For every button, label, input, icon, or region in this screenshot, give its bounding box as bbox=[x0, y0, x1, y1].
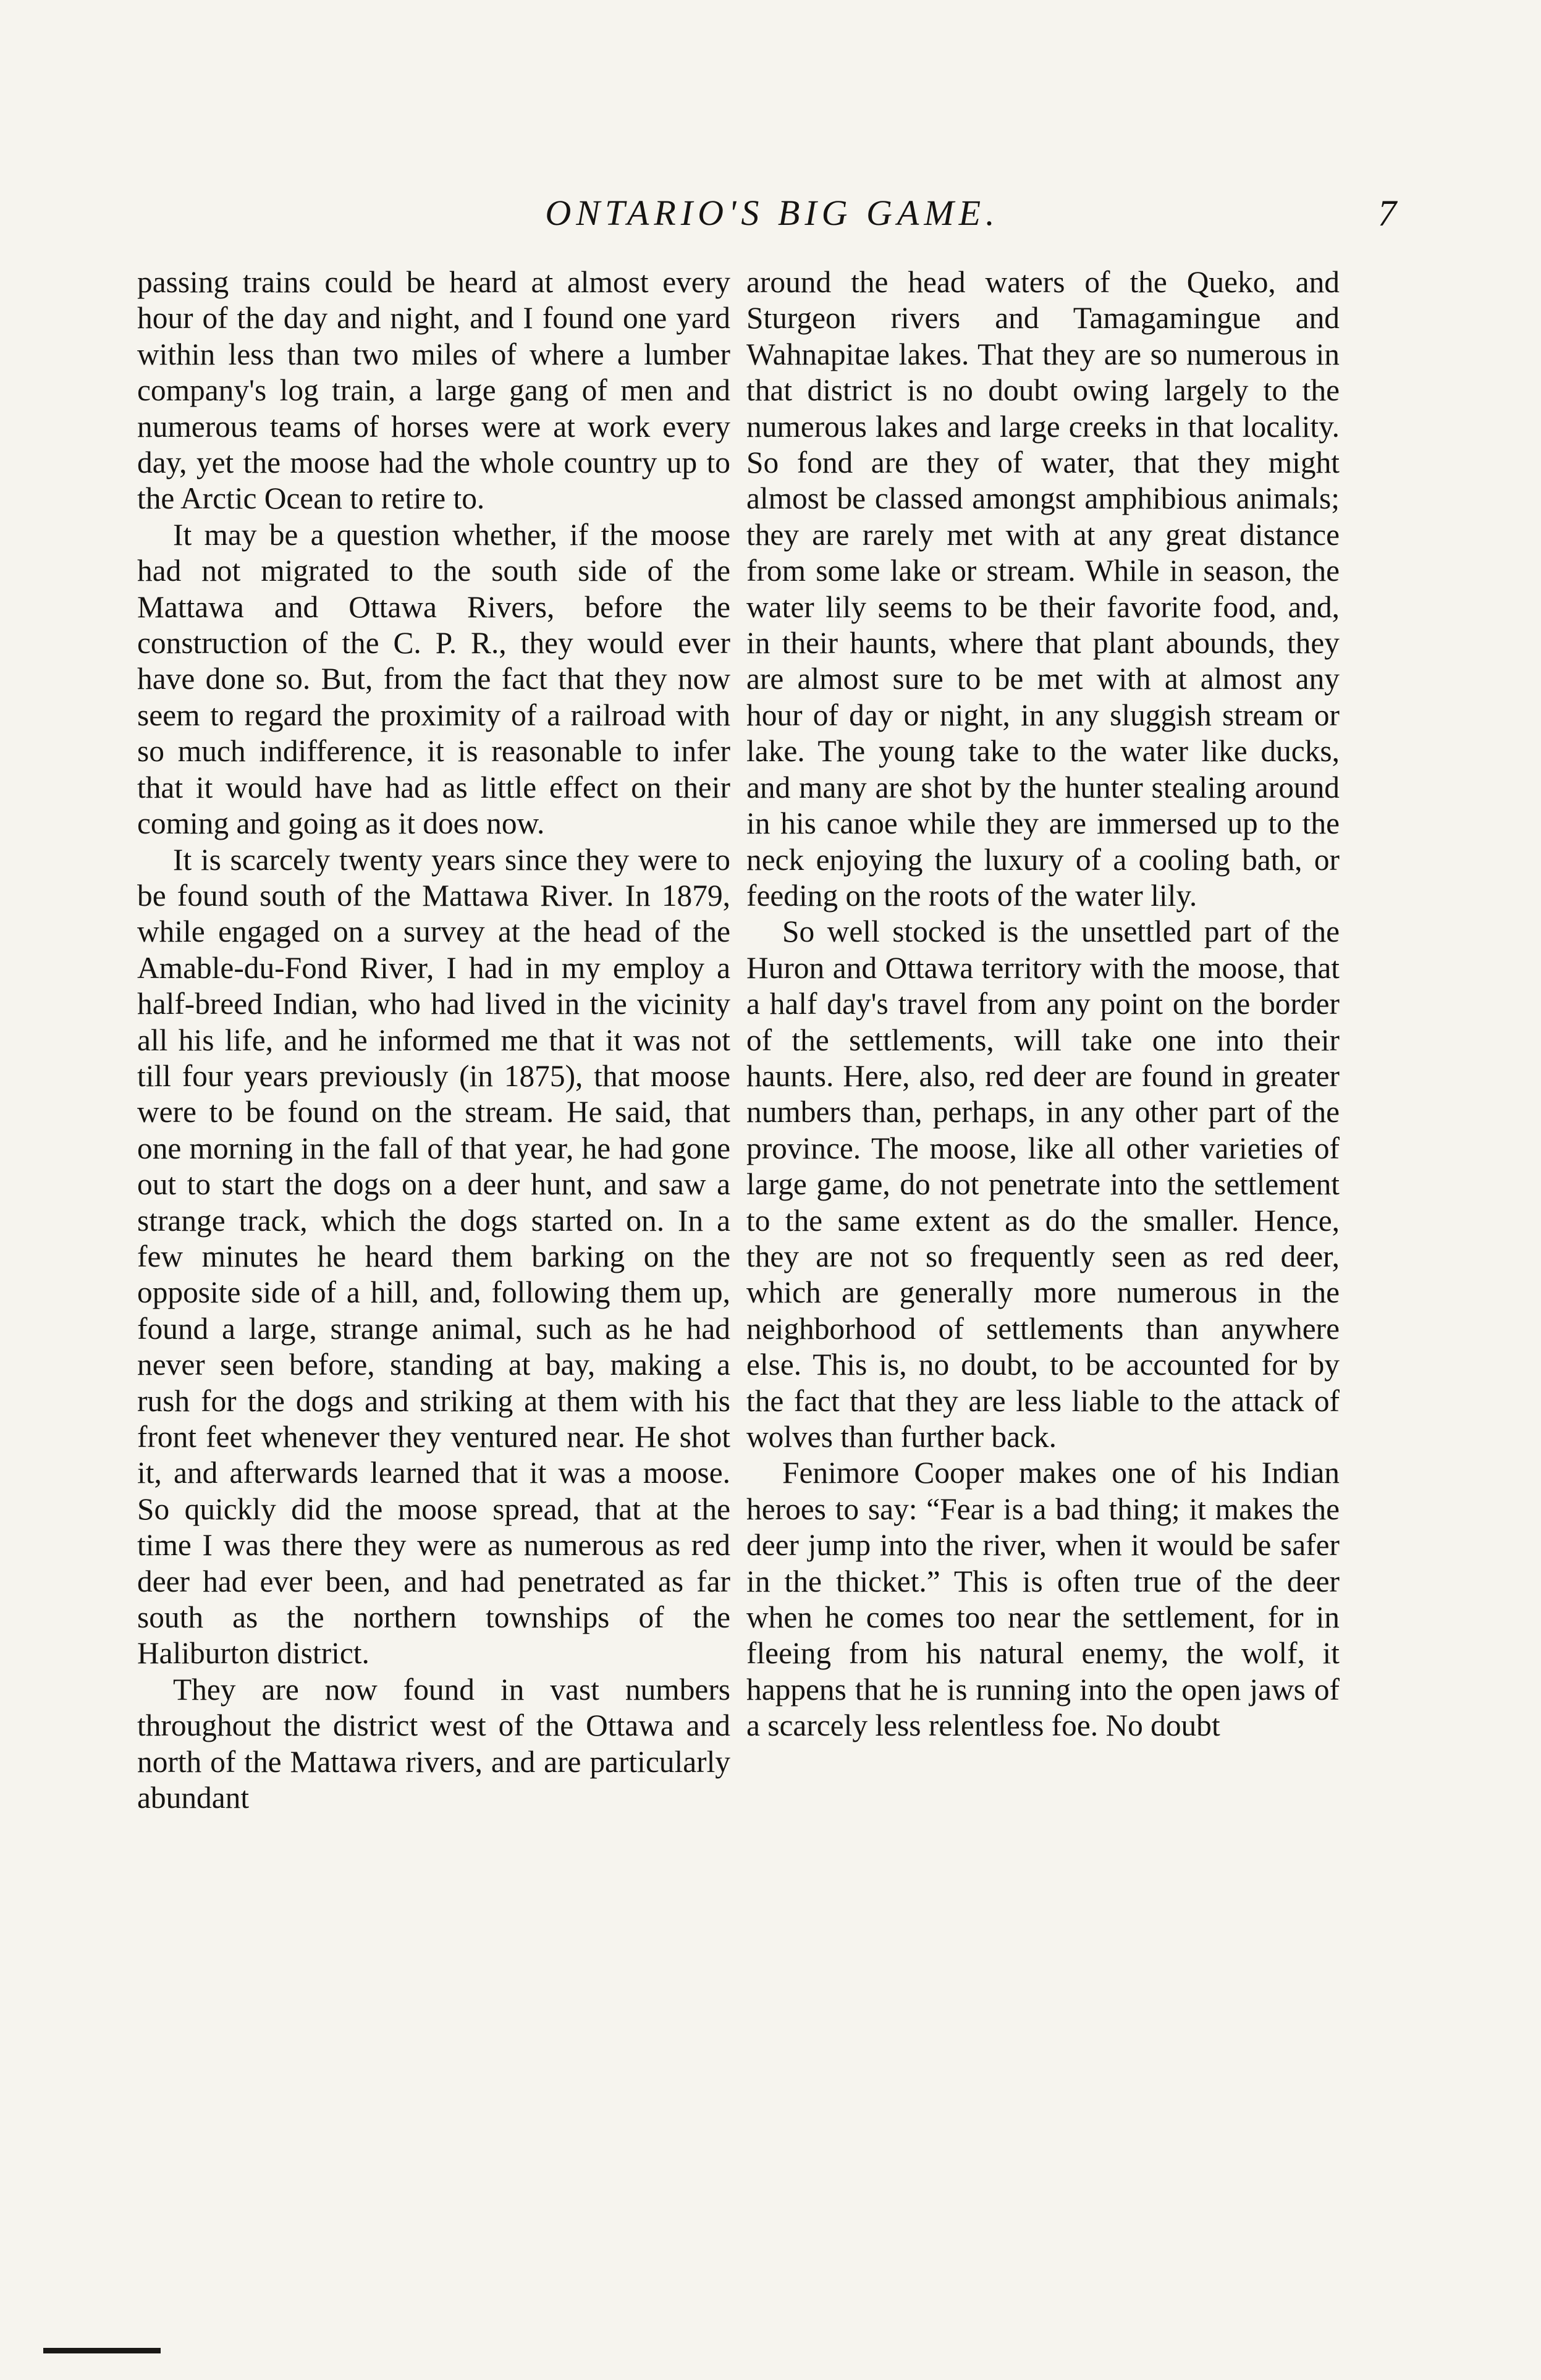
page-number: 7 bbox=[1378, 193, 1396, 234]
running-title: ONTARIO'S BIG GAME. bbox=[545, 193, 1000, 233]
right-column bbox=[746, 264, 1340, 1744]
paragraph: They are now found in vast numbers throughout the district west of the Ottawa and north of the Mattawa rivers, and are particularly abundant bbox=[137, 1672, 730, 1815]
left-column bbox=[137, 264, 730, 1816]
paragraph: around the head waters of the Queko, and Sturgeon rivers and Tamagamingue and Wahnapitae lakes. That they are so numerous in that district is no doubt owing largely to the numerous lakes and large creeks in that locality. So fond are they of water, that they might almost be classed amongst amphibious animals; they are rarely met with at any great distance from some lake or stream. While in season, the water lily seems to be their favorite food, and, in their haunts, where that plant abounds, they are almost sure to be met with at almost any hour of day or night, in any sluggish stream or lake. The young take to the water like ducks, and many are shot by the hunter stealing around in his canoe while they are immersed up to the neck enjoying the luxury of a cooling bath, or feeding on the roots of the water lily. bbox=[746, 265, 1340, 913]
paragraph: So well stocked is the unsettled part of the Huron and Ottawa territory with the moose, that a half day's travel from any point on the border of the settlements, will take one into their haunts. Here, also, red deer are found in greater numbers than, perhaps, in any other part of the province. The moose, like all other varieties of large game, do not penetrate into the settlement to the same extent as do the smaller. Hence, they are not so frequently seen as red deer, which are generally more numerous in the neighborhood of settlements than anywhere else. This is, no doubt, to be accounted for by the fact that they are less liable to the attack of wolves than further back. bbox=[746, 914, 1340, 1454]
paragraph: It is scarcely twenty years since they were to be found south of the Mattawa River. In 1879, while engaged on a survey at the head of the Amable-du-Fond River, I had in my employ a half-breed Indian, who had lived in the vicinity all his life, and he informed me that it was not till four years previously (in 1875), that moose were to be found on the stream. He said, that one morning in the fall of that year, he had gone out to start the dogs on a deer hunt, and saw a strange track, which the dogs started on. In a few minutes he heard them barking on the opposite side of a hill, and, following them up, found a large, strange animal, such as he had never seen before, standing at bay, making a rush for the dogs and striking at them with his front feet whenever they ventured near. He shot it, and afterwards learned that it was a moose. So quickly did the moose spread, that at the time I was there they were as numerous as red deer had ever been, and had penetrated as far south as the northern townships of the Haliburton district. bbox=[137, 842, 730, 1671]
paragraph: It may be a question whether, if the moose had not migrated to the south side of the Mattawa and Ottawa Rivers, before the construction of the C. P. R., they would ever have done so. But, from the fact that they now seem to regard the proximity of a railroad with so much indifference, it is reasonable to infer that it would have had as little effect on their coming and going as it does now. bbox=[137, 517, 730, 841]
paragraph: Fenimore Cooper makes one of his Indian heroes to say: “Fear is a bad thing; it makes the deer jump into the river, when it would be safer in the thicket.” This is often true of the deer when he comes too near the settlement, for in fleeing from his natural enemy, the wolf, it happens that he is running into the open jaws of a scarcely less relentless foe. No doubt bbox=[746, 1456, 1340, 1743]
paragraph: passing trains could be heard at almost every hour of the day and night, and I found one yard within less than two miles of where a lumber company's log train, a large gang of men and numerous teams of horses were at work every day, yet the moose had the whole country up to the Arctic Ocean to retire to. bbox=[137, 265, 730, 516]
scan-edge-mark bbox=[43, 2348, 161, 2353]
running-header bbox=[136, 185, 1409, 241]
